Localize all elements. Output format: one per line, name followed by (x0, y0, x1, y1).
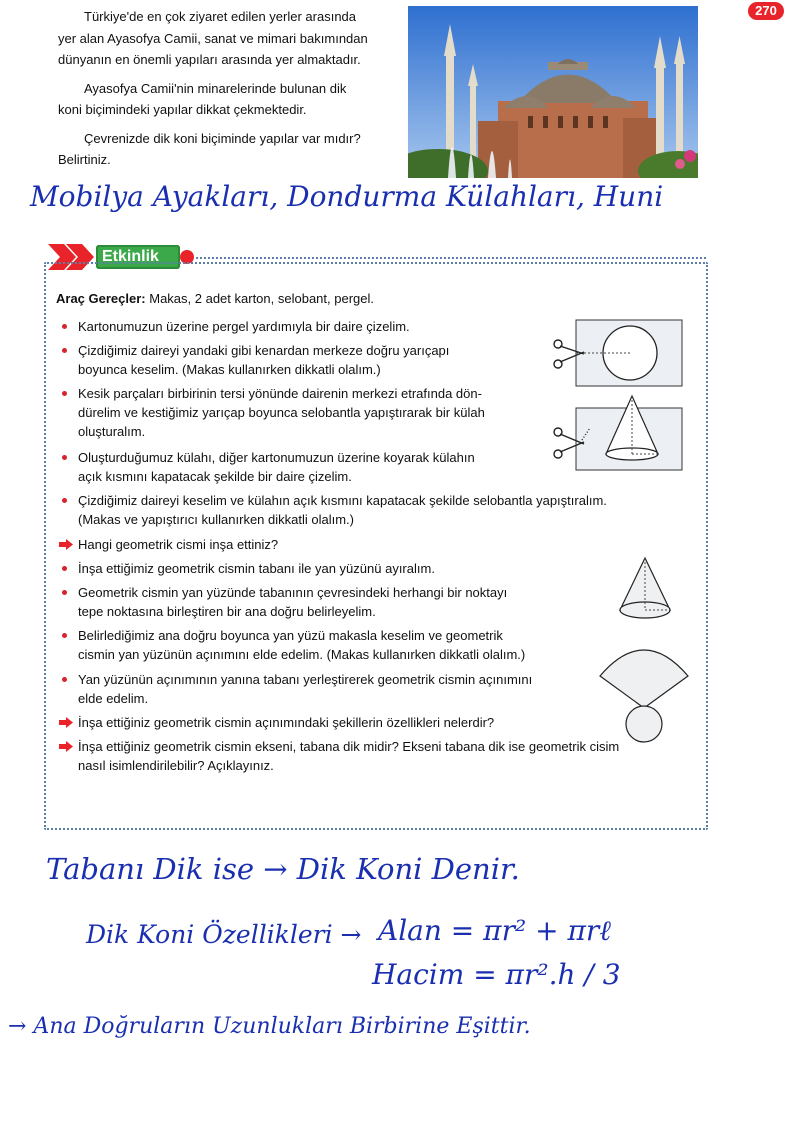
activity-item-line: Kartonumuzun üzerine pergel yardımıyla bir daire çizelim. (78, 319, 410, 334)
bullet-dot (62, 348, 67, 353)
activity-item-line: tepe noktasına birleştiren bir ana doğru belirleyelim. (78, 603, 376, 619)
activity-item-line: oluşturalım. (78, 424, 146, 440)
cone-illustration (614, 556, 676, 622)
activity-item (78, 713, 494, 732)
activity-item-line: Çizdiğimiz daireyi keselim ve külahın açık kısmını kapatacak şekilde selobantla yapıştıralım. (78, 493, 607, 509)
activity-item-line: cismin yan yüzünün açınımını elde edelim. (Makas kullanırken dikkatli olalım.) (78, 647, 526, 663)
activity-item-line: Oluşturduğumuz külahı, diğer kartonumuzun üzerine koyarak külahın (78, 449, 475, 465)
intro-line: koni biçimindeki yapılar dikkat çekmektedir. (58, 102, 307, 117)
arrow-icon (59, 741, 73, 752)
activity-item-line: Hangi geometrik cismi inşa ettiniz? (78, 537, 279, 552)
bullet-dot (62, 566, 67, 571)
activity-item (78, 737, 619, 775)
activity-title: Etkinlik (102, 248, 159, 265)
bullet-dot (62, 677, 67, 682)
activity-item (78, 535, 278, 554)
activity-item (78, 559, 435, 578)
activity-item-line: açık kısmını kapatacak şekilde bir daire çizelim. (78, 468, 352, 484)
activity-item-line: (Makas ve yapıştırıcı kullanırken dikkatli olalım.) (78, 512, 354, 528)
intro-line: Ayasofya Camii'nin minarelerinde bulunan dik (84, 80, 347, 96)
intro-line: yer alan Ayasofya Camii, sanat ve mimari bakımından (58, 30, 368, 46)
activity-item (78, 670, 532, 708)
activity-item-line: nasıl isimlendirilebilir? Açıklayınız. (78, 758, 274, 774)
handwritten-answer-top: Mobilya Ayakları, Dondurma Külahları, Huni (30, 180, 664, 213)
activity-item-line: Çizdiğimiz daireyi yandaki gibi kenardan merkeze doğru yarıçapı (78, 342, 450, 358)
intro-line: Belirtiniz. (58, 152, 111, 167)
hagia-sophia-photo (408, 6, 698, 178)
handwritten-note-1: Tabanı Dik ise → Dik Koni Denir. (46, 852, 520, 886)
materials-line (56, 289, 374, 308)
activity-item-line: İnşa ettiğimiz geometrik cismin tabanı ile yan yüzünü ayıralım. (78, 560, 435, 576)
paper-circle-illustration (552, 318, 686, 390)
page-number: 270 (748, 2, 784, 20)
handwritten-formula-volume: Hacim = πr².h / 3 (372, 958, 621, 991)
intro-line: Türkiye'de en çok ziyaret edilen yerler arasında (84, 9, 357, 24)
intro-text (58, 6, 400, 171)
bullet-dot (62, 324, 67, 329)
activity-item (78, 448, 475, 486)
intro-line: Çevrenizde dik koni biçiminde yapılar var mıdır? (84, 130, 361, 146)
activity-item-line: Geometrik cismin yan yüzünde tabanının çevresindeki herhangi bir noktayı (78, 584, 508, 600)
cone-on-paper-illustration (552, 392, 686, 480)
materials-label: Araç Gereçler: (56, 291, 146, 306)
activity-item-line: Yan yüzünün açınımının yanına tabanı yerleştirerek geometrik cismin açınımını (78, 671, 533, 687)
arrow-icon (59, 717, 73, 728)
activity-item (78, 491, 607, 529)
activity-item (78, 317, 410, 336)
activity-item (78, 583, 507, 621)
banner-divider (196, 257, 706, 259)
activity-item (78, 384, 485, 441)
activity-item-line: İnşa ettiğiniz geometrik cismin ekseni, tabana dik midir? Ekseni tabana dik ise geometrik cisim (78, 739, 620, 755)
materials-text: Makas, 2 adet karton, selobant, pergel. (145, 291, 374, 306)
activity-item-line: dürelim ve kestiğimiz yarıçap boyunca selobantla yapıştırarak bir külah (78, 405, 485, 421)
activity-item-line: Belirlediğimiz ana doğru boyunca yan yüzü makasla keselim ve geometrik (78, 628, 503, 644)
activity-item-line: İnşa ettiğiniz geometrik cismin açınımındaki şekillerin özellikleri nelerdir? (78, 715, 495, 731)
activity-item-line: Kesik parçaları birbirinin tersi yönünde dairenin merkezi etrafında dön- (78, 386, 482, 402)
activity-item-line: elde edelim. (78, 690, 149, 706)
intro-line: dünyanın en önemli yapıları arasında yer almaktadır. (58, 52, 361, 67)
activity-item (78, 341, 449, 379)
handwritten-formula-area: Alan = πr² + πrℓ (378, 914, 611, 947)
activity-item-line: boyunca keselim. (Makas kullanırken dikkatli olalım.) (78, 361, 381, 377)
bullet-dot (62, 590, 67, 595)
activity-item (78, 626, 525, 664)
arrow-icon (59, 539, 73, 550)
cone-net-illustration (592, 638, 696, 744)
bullet-dot (62, 455, 67, 460)
handwritten-note-3: → Ana Doğruların Uzunlukları Birbirine Eşittir. (8, 1014, 531, 1039)
handwritten-note-2: Dik Koni Özellikleri → (86, 920, 362, 949)
